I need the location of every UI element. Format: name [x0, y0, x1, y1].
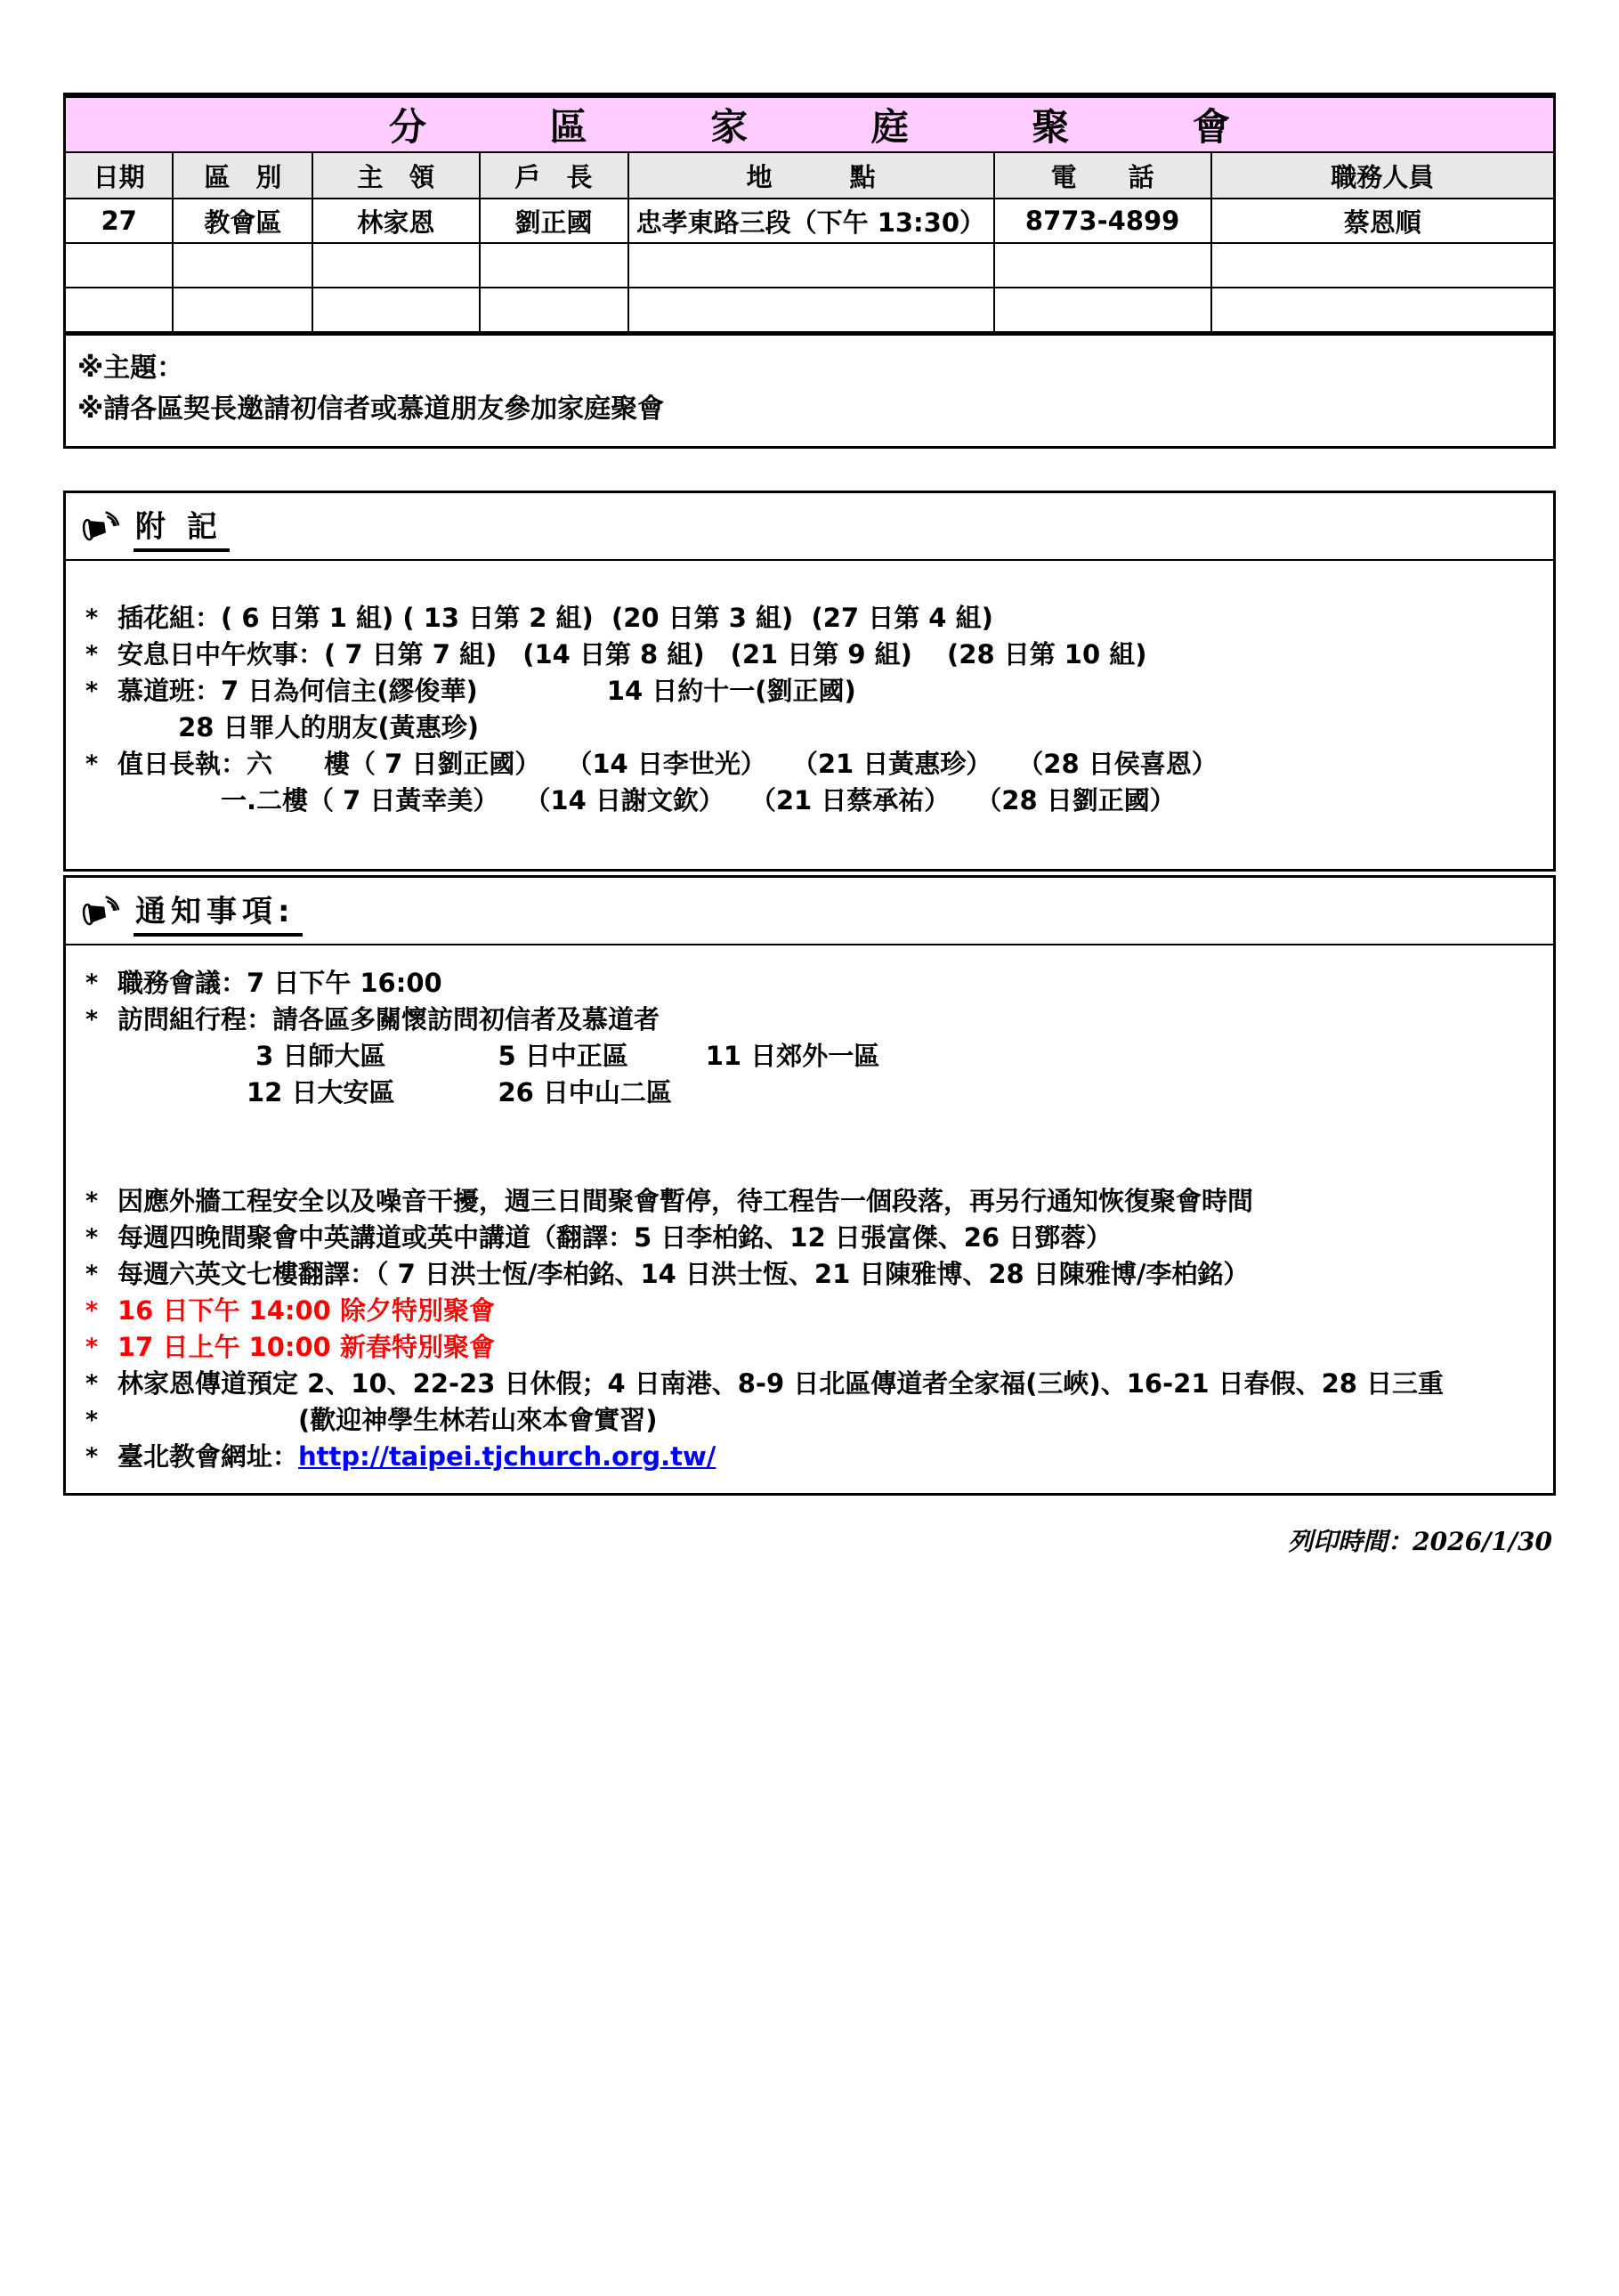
page-content	[63, 93, 1556, 1558]
website-link[interactable]: http://taipei.tjchurch.org.tw/	[298, 1441, 716, 1472]
appendix-line-text: 慕道班：7 日為何信主(繆俊華) 14 日約十一(劉正國)	[117, 676, 856, 706]
bullet: *	[85, 1261, 99, 1288]
notice-line-highlighted	[66, 1329, 1553, 1366]
footnote-invite: ※請各區契長邀請初信者或慕道朋友參加家庭聚會	[77, 393, 665, 425]
column-header-host: 戶 長	[480, 152, 628, 199]
cell-staff	[1211, 243, 1553, 288]
notice-line	[66, 1183, 1553, 1220]
table-row	[66, 288, 1553, 332]
website-label: 臺北教會網址：	[117, 1441, 299, 1472]
appendix-line-text: 插花組：( 6 日第 1 組) ( 13 日第 2 組) (20 日第 3 組) (27 日第 4 組)	[117, 603, 993, 633]
cell-staff: 蔡恩順	[1211, 199, 1553, 243]
cell-district	[173, 243, 312, 288]
cell-district: 教會區	[173, 199, 312, 243]
notice-line-text: 職務會議：7 日下午 16:00	[117, 968, 442, 998]
column-header-staff: 職務人員	[1211, 152, 1553, 199]
notice-line-text: 每週四晚間聚會中英講道或英中講道（翻譯：5 日李柏銘、12 日張富傑、26 日鄧蓉）	[117, 1222, 1113, 1253]
appendix-header	[66, 493, 1553, 561]
notice-line-text: 訪問組行程：請各區多關懷訪問初信者及慕道者	[117, 1004, 660, 1034]
family-meeting-table	[66, 98, 1553, 333]
cell-date	[66, 243, 173, 288]
column-header-phone: 電 話	[994, 152, 1211, 199]
column-header-location: 地 點	[628, 152, 994, 199]
bullet: *	[85, 604, 99, 632]
notice-line	[66, 1256, 1553, 1293]
appendix-line-text: 值日長執：六 樓（ 7 日劉正國） （14 日李世光） （21 日黃惠珍） （28 日侯喜恩）	[117, 749, 1218, 779]
megaphone-icon	[80, 508, 124, 546]
header-row	[66, 152, 1553, 199]
notice-line	[66, 1402, 1553, 1439]
family-meeting-table-box	[63, 93, 1556, 449]
notice-line-text: 林家恩傳道預定 2、10、22-23 日休假；4 日南港、8-9 日北區傳道者全家福(三峽)、16-21 日春假、28 日三重	[117, 1368, 1445, 1399]
appendix-line	[66, 710, 1553, 746]
cell-location	[628, 243, 994, 288]
notice-line	[66, 1366, 1553, 1402]
bullet: *	[85, 641, 99, 669]
cell-leader	[312, 288, 479, 332]
notice-line	[66, 1220, 1553, 1256]
cell-phone	[994, 243, 1211, 288]
notice-line	[66, 1075, 1553, 1111]
column-header-leader: 主 領	[312, 152, 479, 199]
appendix-line-text: 安息日中午炊事：( 7 日第 7 組) (14 日第 8 組) (21 日第 9 組) (28 日第 10 組)	[117, 639, 1147, 669]
cell-leader: 林家恩	[312, 199, 479, 243]
notice-line	[66, 1038, 1553, 1075]
cell-district	[173, 288, 312, 332]
footnote-theme: ※主題：	[77, 353, 184, 384]
cell-host	[480, 243, 628, 288]
bullet: *	[85, 1224, 99, 1252]
notice-line-text: 每週六英文七樓翻譯：（ 7 日洪士恆/李柏銘、14 日洪士恆、21 日陳雅博、28 日陳雅博/李柏銘）	[117, 1259, 1250, 1289]
cell-date: 27	[66, 199, 173, 243]
cell-staff	[1211, 288, 1553, 332]
appendix-line	[66, 746, 1553, 783]
table-row	[66, 199, 1553, 243]
cell-host	[480, 288, 628, 332]
appendix-section	[63, 491, 1556, 872]
bullet: *	[85, 1443, 99, 1471]
notices-body	[66, 945, 1553, 1493]
notice-line-text: 因應外牆工程安全以及噪音干擾，週三日間聚會暫停，待工程告一個段落，再另行通知恢復聚會時間	[117, 1186, 1254, 1216]
appendix-line-text: 28 日罪人的朋友(黃惠珍)	[117, 712, 480, 742]
cell-date	[66, 288, 173, 332]
cell-phone	[994, 288, 1211, 332]
bullet: *	[85, 1370, 99, 1398]
bullet: *	[85, 1334, 99, 1361]
appendix-title: 附 記	[134, 502, 230, 552]
notice-line	[66, 1002, 1553, 1038]
column-header-date: 日期	[66, 152, 173, 199]
cell-location: 忠孝東路三段（下午 13:30）	[628, 199, 994, 243]
megaphone-icon	[80, 893, 124, 930]
notices-title: 通知事項:	[134, 887, 303, 937]
table-footnotes	[66, 333, 1553, 446]
table-title: 分區家庭聚會	[66, 98, 1553, 152]
notice-line-text: 16 日下午 14:00 除夕特別聚會	[117, 1295, 495, 1326]
cell-leader	[312, 243, 479, 288]
column-header-district: 區 別	[173, 152, 312, 199]
cell-location	[628, 288, 994, 332]
bullet: *	[85, 750, 99, 778]
appendix-line	[66, 637, 1553, 673]
notices-header	[66, 878, 1553, 945]
notice-line-text: 3 日師大區 5 日中正區 11 日郊外一區	[117, 1041, 880, 1071]
appendix-line-text: 一.二樓（ 7 日黃幸美） （14 日謝文欽） （21 日蔡承祐） （28 日劉正國）	[117, 785, 1176, 815]
appendix-line	[66, 673, 1553, 710]
bullet: *	[85, 970, 99, 997]
appendix-body	[66, 561, 1553, 869]
cell-host: 劉正國	[480, 199, 628, 243]
notice-line-text: 12 日大安區 26 日中山二區	[117, 1077, 672, 1107]
print-time: 列印時間：2026/1/30	[1288, 1527, 1552, 1556]
notice-line-highlighted	[66, 1293, 1553, 1329]
notice-line-text: 17 日上午 10:00 新春特別聚會	[117, 1332, 495, 1362]
appendix-line	[66, 600, 1553, 637]
notice-line-text	[117, 1439, 1553, 1475]
notices-section	[63, 875, 1556, 1496]
bullet: *	[85, 1006, 99, 1034]
bullet: *	[85, 1297, 99, 1325]
bullet: *	[85, 1188, 99, 1215]
appendix-line	[66, 783, 1553, 819]
cell-phone: 8773-4899	[994, 199, 1211, 243]
bullet: *	[85, 677, 99, 705]
notice-line-text: (歡迎神學生林若山來本會實習)	[117, 1405, 658, 1435]
bullet: *	[85, 1407, 99, 1434]
table-row	[66, 243, 1553, 288]
notice-line-website	[66, 1439, 1553, 1475]
notice-line	[66, 965, 1553, 1002]
